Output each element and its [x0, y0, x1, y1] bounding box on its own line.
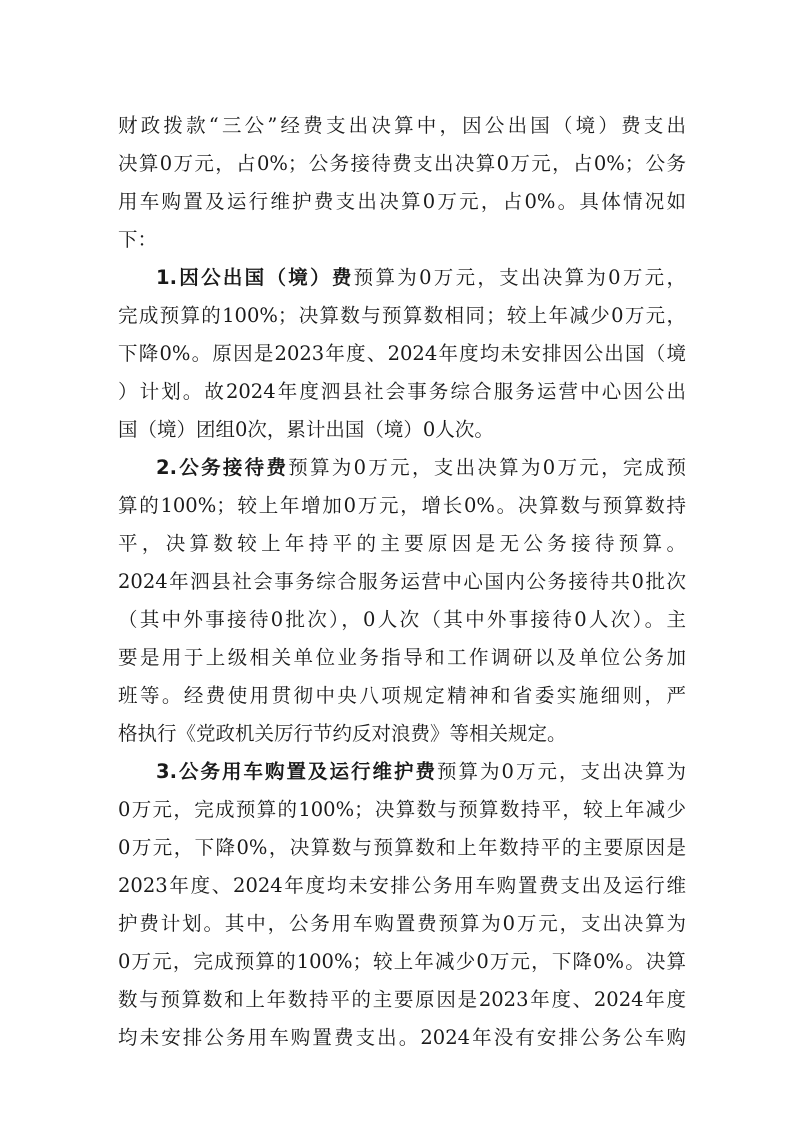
body-text-line: ）计划。故2024年度泗县社会事务综合服务运营中心因公出: [118, 380, 686, 403]
body-text-line: 决算0万元，占0%；公务接待费支出决算0万元，占0%；公务: [118, 152, 686, 175]
body-text-line: 财政拨款“三公”经费支出决算中，因公出国（境）费支出: [118, 114, 686, 137]
section-heading: 3.公务用车购置及运行维护费: [156, 760, 438, 783]
body-text-line: 用车购置及运行维护费支出决算0万元，占0%。具体情况如: [118, 190, 686, 213]
body-text-span: 预算为0万元，支出决算为0万元，: [353, 266, 686, 289]
section-heading: 2.公务接待费: [156, 456, 289, 479]
body-text-line: 2024年泗县社会事务综合服务运营中心国内公务接待共0批次: [118, 570, 686, 593]
body-text-line: 要是用于上级相关单位业务指导和工作调研以及单位公务加: [118, 646, 686, 669]
body-text-line: 护费计划。其中，公务用车购置费预算为0万元，支出决算为: [118, 912, 686, 935]
body-text-line: 国（境）团组0次，累计出国（境）0人次。: [118, 418, 494, 441]
body-text-line: 均未安排公务用车购置费支出。2024年没有安排公务公车购: [118, 1026, 686, 1049]
body-text-span: 预算为0万元，支出决算为0万元，完成预: [288, 456, 686, 479]
body-text-line: 平，决算数较上年持平的主要原因是无公务接待预算。: [118, 532, 686, 555]
body-text-line: 0万元，完成预算的100%；较上年减少0万元，下降0%。决算: [118, 950, 686, 973]
body-text-span: 预算为0万元，支出决算为: [437, 760, 686, 783]
body-text-line: 0万元，完成预算的100%；决算数与预算数持平，较上年减少: [118, 798, 686, 821]
body-text-line: 完成预算的100%；决算数与预算数相同；较上年减少0万元，: [118, 304, 686, 327]
section-first-line: [156, 760, 686, 784]
section-first-line: [156, 456, 686, 480]
body-text-line: 0万元，下降0%，决算数与预算数和上年数持平的主要原因是: [118, 836, 686, 859]
body-text-line: 班等。经费使用贯彻中央八项规定精神和省委实施细则，严: [118, 684, 686, 707]
body-text-line: 下：: [118, 228, 158, 251]
body-text-line: 算的100%；较上年增加0万元，增长0%。决算数与预算数持: [118, 494, 686, 517]
body-text-line: 格执行《党政机关厉行节约反对浪费》等相关规定。: [118, 722, 567, 745]
body-text-line: 下降0%。原因是2023年度、2024年度均未安排因公出国（境: [118, 342, 686, 365]
body-text-line: 数与预算数和上年数持平的主要原因是2023年度、2024年度: [118, 988, 686, 1011]
body-text-line: （其中外事接待0批次），0人次（其中外事接待0人次）。主: [118, 608, 686, 631]
section-first-line: [156, 266, 686, 290]
section-heading: 1.因公出国（境）费: [156, 266, 354, 289]
body-text-line: 2023年度、2024年度均未安排公务用车购置费支出及运行维: [118, 874, 686, 897]
